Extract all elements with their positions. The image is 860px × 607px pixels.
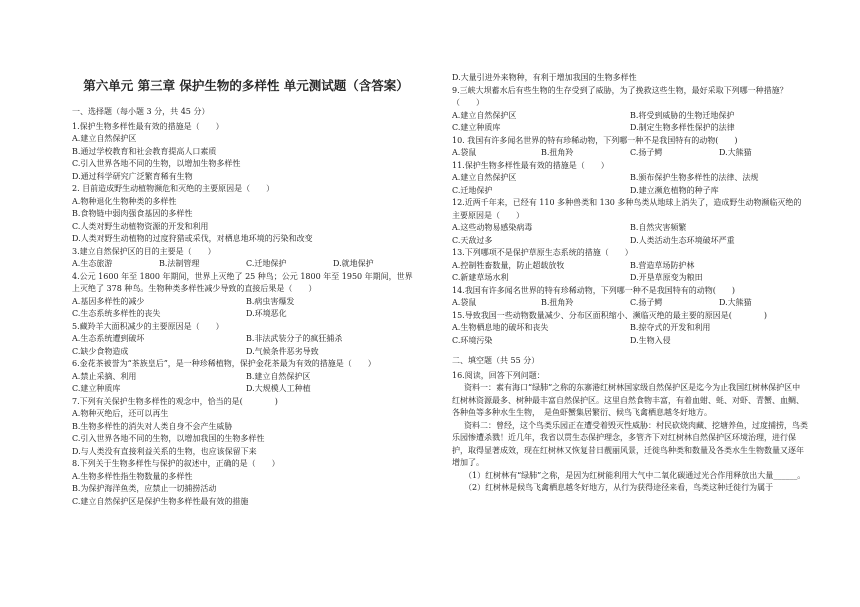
option: C.建立种质库 (72, 384, 121, 393)
option: B.颁布保护生物多样性的法律、法规 (630, 173, 759, 182)
option: D.生物入侵 (630, 335, 671, 345)
question-stem: 14.我国有许多闻名世界的特有珍稀动物，下列哪一种不是我国特有的动物( ) (452, 285, 735, 295)
option: C.生态系统多样性的丧失 (72, 309, 161, 318)
option: D.大量引进外来物种，有利于增加我国的生物多样性 (452, 73, 637, 82)
section-heading: 一、选择题（每小题 3 分，共 45 分） (72, 107, 210, 116)
option: A.生物栖息地的破坏和丧失 (452, 323, 549, 332)
option-row (452, 185, 808, 198)
option: A.建立自然保护区 (72, 134, 137, 143)
option: A.袋鼠 (452, 298, 477, 307)
option-row (72, 308, 420, 321)
option-row (452, 172, 808, 185)
option: A.生态系统遭到破坏 (72, 334, 145, 343)
question-stem: 9.三峡大坝蓄水后有些生物的生存受到了威胁，为了挽救这些生物，最好采取下列哪一种措施？（ ） (452, 85, 788, 107)
option: C.引入世界各地不同的生物，以增加生物多样性 (72, 159, 241, 168)
option: A.控制牲畜数量，防止超载放牧 (452, 260, 565, 270)
option: A.建立自然保护区 (452, 173, 517, 182)
option: B.营造草场防护林 (630, 260, 695, 270)
option-row (72, 258, 420, 271)
section-heading: 二、填空题（共 55 分） (452, 356, 540, 365)
option: A.生态旅游 (72, 259, 113, 268)
option: D.大规模人工种植 (246, 384, 311, 393)
option: A.袋鼠 (452, 148, 477, 157)
option: C.扬子鳄 (630, 148, 663, 157)
option: C.扬子鳄 (630, 298, 663, 307)
option-row (72, 346, 420, 359)
option-row (452, 322, 808, 335)
option: B.生物多样性的消失对人类自身不会产生威胁 (72, 421, 233, 431)
sub-question: （2）红树林是候鸟飞禽栖息越冬好地方，从行为获得途径来看，鸟类这种迁徙行为属于 (464, 483, 774, 492)
option: D.通过科学研究广泛繁育稀有生物 (72, 171, 193, 181)
option: D.就地保护 (333, 259, 374, 268)
option-row (452, 297, 808, 310)
question-stem: 15.导致我国一些动物数量减少、分布区面积缩小、濒临灭绝的最主要的原因是( ) (452, 310, 767, 320)
option: B.将受到威胁的生物迁地保护 (630, 110, 735, 120)
option-row (72, 383, 420, 396)
option-row (72, 371, 420, 384)
question-stem: 10. 我国有许多闻名世界的特有珍稀动物，下列哪一种不是我国特有的动物( ) (452, 135, 738, 145)
question-stem: 11.保护生物多样性最有效的措施是（ ） (452, 160, 609, 170)
option: C.迁地保护 (246, 259, 287, 268)
question-stem: 6.金花茶被誉为“茶族皇后”，是一种珍稀植物，保护金花茶最为有效的措施是（ ） (72, 359, 376, 368)
option: A.基因多样性的减少 (72, 296, 145, 306)
option: A.物种退化生物种类的多样性 (72, 196, 177, 206)
option: B.病虫害爆发 (246, 296, 295, 306)
option: B.建立自然保护区 (246, 371, 311, 381)
option: C.缺少食物造成 (72, 346, 129, 356)
option: B.法制管理 (159, 259, 200, 268)
question-stem: 1.保护生物多样性最有效的措施是（ ） (72, 121, 224, 131)
option-row (452, 272, 808, 285)
question-stem: 4.公元 1600 年至 1800 年期间，世界上灭绝了 25 种鸟；公元 1800 年至 1950 年期间，世界上灭绝了 378 种鸟。生物种类多样性减少导致的直接后果是（ ） (72, 271, 413, 293)
reading-material: 资料二：曾经，这个鸟类乐园正在遭受着毁灭性威胁：村民砍烧肉藏、挖塘养鱼，过度捕捞，鸟类乐园惨遭杀戮！近几年，我省以贯生态保护理念，多管齐下对红树林自然保护区环境治理，进行保护，取得显著成效，现在红树林又恢复昔日靓丽风景，迁徙鸟种类和数量及各类水生生物数量又逐年增加了。 (452, 420, 808, 467)
option-row (452, 235, 808, 248)
option: B.通过学校教育和社会教育提高人口素质 (72, 146, 217, 156)
question-stem: 5.藏羚羊大面积减少的主要原因是（ ） (72, 321, 224, 331)
option: D.开垦草原变为粮田 (630, 273, 703, 282)
option-row (452, 122, 808, 135)
option: B.非法武装分子的疯狂捕杀 (246, 334, 343, 343)
option: B.掠夺式的开发和利用 (630, 323, 711, 332)
option: D.人类活动生态环境破坏严重 (630, 235, 735, 245)
reading-material: 资料一：素有海口“绿肺”之称的东寨港红树林国家级自然保护区是迄今为止我国红树林保护区中红树林资源最多、树种最丰富自然保护区。这里自然食物丰富，有着血蚶、蚝、对虾、青蟹、血鲷、各种鱼等多种水生生物， 是鱼虾蟹集居繁衍、候鸟飞禽栖息越冬好地方。 (452, 383, 804, 417)
option: B.为保护海洋鱼类，应禁止一切捕捞活动 (72, 484, 217, 493)
option: B.自然灾害频繁 (630, 223, 687, 232)
page-title: 第六单元 第三章 保护生物的多样性 单元测试题（含答案） (83, 78, 409, 93)
question-stem: 8.下列关于生物多样性与保护的叙述中，正确的是（ ） (72, 459, 280, 468)
sub-question: （1）红树林有“绿肺”之称，是因为红树能利用大气中二氧化碳通过光合作用释放出大量______。 (464, 470, 806, 480)
question-stem: 12.近两千年来，已经有 110 多种兽类和 130 多种鸟类从地球上消失了，造成野生动物濒临灭绝的主要原因是（ ） (452, 198, 802, 220)
option-row (452, 147, 808, 160)
right-column (452, 72, 808, 495)
option: D.人类对野生动植物的过度狩猎或采伐，对栖息地环境的污染和改变 (72, 234, 313, 243)
option: C.迁地保护 (452, 185, 493, 195)
option: D.气候条件恶劣导致 (246, 346, 319, 356)
question-stem: 16.阅读，回答下列问题： (452, 370, 545, 380)
option-row (452, 110, 808, 123)
option-row (72, 296, 420, 309)
left-column (72, 0, 420, 508)
option: C.天敌过多 (452, 235, 493, 245)
option: C.新建草场水利 (452, 273, 509, 282)
option: A.这些动物易感染病毒 (452, 223, 533, 232)
option: A.物种灭绝后，还可以再生 (72, 409, 169, 418)
option: C.建立种质库 (452, 123, 501, 132)
option: B.扭角羚 (541, 148, 574, 157)
option-row (452, 260, 808, 273)
option-row (452, 335, 808, 348)
question-stem: 13.下列哪项不是保护草原生态系统的措施（ ） (452, 248, 633, 257)
option-row (452, 222, 808, 235)
option: A.建立自然保护区 (452, 110, 517, 120)
option: A.生物多样性指生物数量的多样性 (72, 471, 193, 481)
option: D.与人类没有直接利益关系的生物，也应该保留下来 (72, 446, 257, 456)
question-stem: 3.建立自然保护区的目的主要是（ ） (72, 246, 216, 256)
option: D.环境恶化 (246, 309, 287, 318)
option: C.环境污染 (452, 335, 493, 345)
option: C.人类对野生动植物资源的开发和利用 (72, 221, 209, 231)
question-stem: 2. 目前造成野生动植物濒危和灭绝的主要原因是（ ） (72, 184, 275, 193)
option: D.建立濒危植物的种子库 (630, 185, 719, 195)
option: D.大熊猫 (719, 298, 752, 307)
option: B.食物链中弱肉强食基因的多样性 (72, 209, 193, 218)
option: A.禁止采摘、利用 (72, 371, 137, 381)
option: C.建立自然保护区是保护生物多样性最有效的措施 (72, 496, 249, 506)
option: D.制定生物多样性保护的法律 (630, 123, 735, 132)
option-row (72, 333, 420, 346)
option: C.引入世界各地不同的生物，以增加我国的生物多样性 (72, 434, 265, 443)
option: B.扭角羚 (541, 298, 574, 307)
option: D.大熊猫 (719, 148, 752, 157)
question-stem: 7.下列有关保护生物多样性的观念中，恰当的是( ) (72, 396, 278, 406)
